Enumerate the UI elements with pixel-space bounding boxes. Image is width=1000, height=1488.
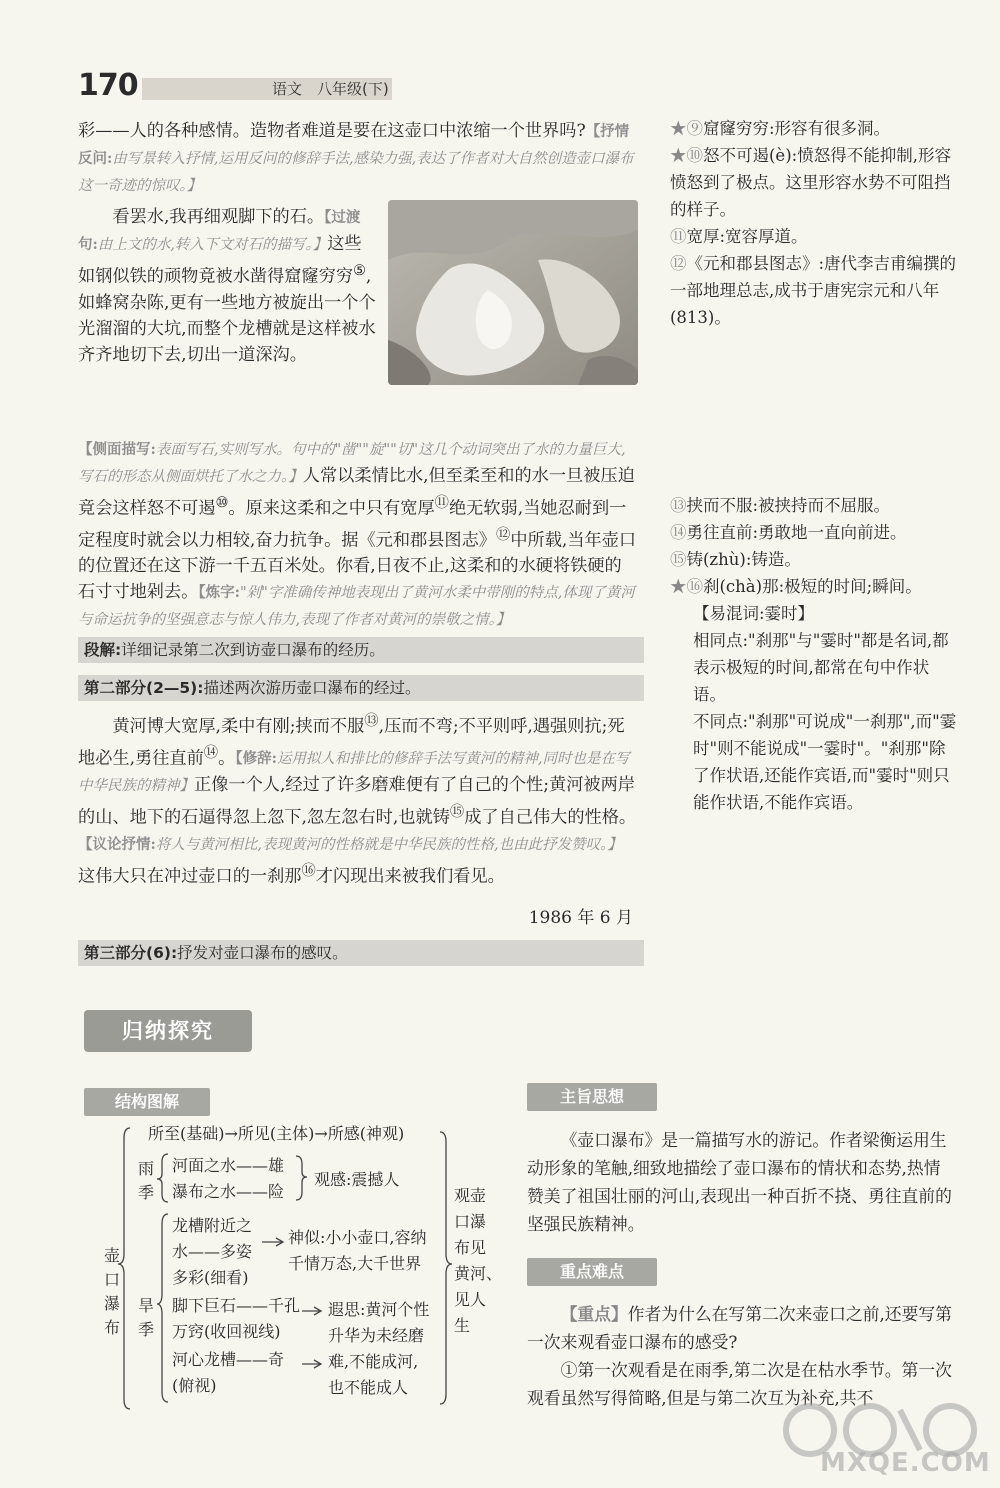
p3-note-b: 将人与黄河相比,表现黄河的性格就是中华民族的性格,也由此抒发赞叹。】 [155,837,622,854]
bar-1-text: 详细记录第二次到访壶口瀑布的经历。 [121,641,385,659]
paragraph-2-continued [78,436,638,633]
bar-3-head: 第三部分(6): [84,944,178,962]
p2-text-f: 绝无软弱,当她忍耐到一定程度时就会以力相较,奋力抗争。据《元和郡县图志》 [78,498,627,551]
annotation-text: 窟窿穷穷:形容有很多洞。 [703,119,891,138]
diagram-right-1: 观壶 [454,1186,487,1205]
diagram-rock-1: 脚下巨石——千孔 [172,1296,301,1315]
theme-text: 《壶口瀑布》是一篇描写水的游记。作者梁衡运用生动形象的笔触,细致地描绘了壶口瀑布的情状和态势,热情赞美了祖国壮丽的河山,表现出一种百折不挠、勇往直前的坚强民族精神。 [527,1130,952,1234]
diagram-rain-feel: 观感:震撼人 [314,1170,400,1189]
keypoint-label: 【重点】 [560,1304,628,1324]
p2-text-b: 这些如钢似铁的顽物竟被水凿得窟窿穷穷 [78,234,362,287]
annotation-text: 挟而不服:被挟持而不屈服。 [686,496,891,515]
diagram-rain-season: 雨季 [138,1159,155,1202]
p2-note-b: 表面写石,实则写水。句中的"凿""旋""切"这几个动词突出了水的力量巨大,写石的形态从侧面烘托了水之力。】 [78,442,626,485]
date-line: 1986 年 6 月 [528,908,633,928]
diagram-right-4: 黄河、 [454,1264,503,1283]
annotation-item [670,142,960,223]
diagram-dragon-2: 水——多姿 [172,1242,253,1261]
diagram-right-6: 生 [454,1316,471,1335]
diagram-root: 壶口瀑布 [104,1246,121,1337]
paragraph-analysis-bar [78,637,644,663]
bar-3-text: 抒发对壶口瀑布的感叹。 [177,944,348,962]
p1-note: 由写景转入抒情,运用反问的修辞手法,感染力强,表达了作者对大自然创造壶口瀑布这一奇迹的惊叹。】 [78,151,634,194]
p3-text-c: 。 [218,748,236,769]
annotation-marker: ⑪ [670,227,687,246]
diagram-dragon-3: 多彩(细看) [172,1268,249,1287]
diagram-right-2: 口瀑 [454,1212,487,1231]
p3-text-e: 成了自己伟大的性格。 [464,808,637,829]
diagram-rise-2: 难,不能成河, [328,1352,419,1371]
diagram-dry-season: 旱季 [138,1296,155,1339]
p3-note-head-a: 【修辞: [235,750,277,768]
p2-text-e: 。原来这柔和之中只有宽厚 [228,498,435,519]
p3-text-g: 才闪现出来被我们看见。 [315,866,505,887]
footnote-ref: ⑩ [215,495,229,511]
diagram-rise-1: 升华为未经磨 [328,1326,425,1345]
keypoints-block [527,1300,957,1412]
annotation-text: 铸(zhù):铸造。 [686,550,801,569]
diagram-channel-1: 河心龙槽——奇 [172,1350,285,1369]
diagram-right-5: 见人 [454,1290,487,1309]
annotation-marker: ⑭ [670,523,687,542]
diagram-rock-2: 万窍(收回视线) [172,1322,281,1341]
theme-tag: 主旨思想 [527,1083,657,1111]
footnote-ref: ⑬ [364,713,379,729]
page-number: 170 [78,68,138,103]
part-two-bar [78,675,644,701]
p3-text-f: 这伟大只在冲过壶口的一刹那 [78,866,302,887]
p3-text-a: 黄河博大宽厚,柔中有刚;挟而不服 [112,716,365,737]
keypoint-answer: ①第一次观看是在雨季,第二次是在枯水季节。第一次观看虽然写得简略,但是与第二次互为补充,共不 [527,1360,952,1408]
annotations-bottom [670,492,960,816]
annotation-item [670,223,960,250]
annotation-marker: ⑬ [670,496,687,515]
annotation-text: 宽厚:宽容厚道。 [686,227,808,246]
annotation-text: 《元和郡县图志》:唐代李吉甫编撰的一部地理总志,成书于唐宪宗元和八年(813)。 [670,254,957,327]
p2-note-head-b: 【侧面描写: [78,441,156,458]
keypoints-tag: 重点难点 [527,1258,657,1286]
diagram-spirit-1: 神似:小小壶口,容纳 [288,1228,427,1247]
annotation-text: 刹(chà)那:极短的时间;瞬间。 [703,577,922,596]
annotation-item [670,492,960,519]
p2-note-head-a: 【过渡句: [78,209,361,253]
bar-2-head: 第二部分(2—5): [84,679,204,697]
annotation-item [670,519,960,546]
bar-1-head: 段解: [84,641,122,659]
p1-text: 彩——人的各种感情。造物者难道是要在这壶口中浓缩一个世界吗? [78,121,586,141]
paragraph-1 [78,118,638,199]
p2-note-head-c: 【炼字: [198,584,240,602]
p2-text-c: ,如蜂窝杂陈,更有一些地方被旋出一个个光溜溜的大坑,而整个龙槽就是这样被水齐齐地切下去,切出一道深沟。 [78,266,376,365]
annotation-item [670,115,960,142]
theme-paragraph [527,1126,957,1238]
annotation-marker: ⑫ [670,254,687,273]
footnote-ref: ⑪ [434,495,449,511]
footnote-ref: ⑫ [495,526,511,543]
section-banner: 归纳探究 [84,1010,252,1052]
structure-tag: 结构图解 [84,1088,210,1116]
confusable-diff: 不同点:"刹那"可说成"一刹那",而"霎时"则不能说成"一霎时"。"刹那"除了作状语,还能作宾语,而"霎时"则只能作状语,不能作宾语。 [693,712,957,812]
footnote-ref: ⑯ [301,863,316,880]
footnote-ref: ⑮ [449,804,465,821]
p3-note-head-b: 【议论抒情: [78,836,156,854]
annotation-text: 怒不可遏(è):愤怒得不能抑制,形容愤怒到了极点。这里形容水势不可阻挡的样子。 [670,146,951,219]
annotation-item [670,250,960,331]
p1-note-head: 【抒情反问: [78,123,630,167]
header-subject: 语文 八年级(下) [272,80,389,98]
annotation-marker: ★⑨ [670,119,703,138]
annotation-marker: ★⑩ [670,146,703,165]
diagram-spirit-2: 千情万态,大千世界 [288,1254,422,1273]
p3-note-a: 运用拟人和排比的修辞手法写黄河的精神,同时也是在写中华民族的精神】 [78,751,630,795]
p3-text-b: ,压而不弯;不平则呼,遇强则抗;死地必生,勇往直前 [78,716,625,769]
footnote-ref: ⑭ [203,744,219,761]
annotations-top [670,115,960,331]
paragraph-2 [78,204,638,368]
confusable-word-box [670,600,960,816]
annotation-text: 勇往直前:勇敢地一直向前进。 [686,523,907,542]
structure-diagram [90,1124,503,1414]
annotation-item [670,546,960,573]
p2-text-a: 看罢水,我再细观脚下的石。 [112,207,325,227]
p2-note-a: 由上文的水,转入下文对石的描写。】 [97,237,328,253]
diagram-right-3: 布见 [454,1238,487,1257]
confusable-same: 相同点:"刹那"与"霎时"都是名词,都表示极短的时间,都常在句中作状语。 [693,631,949,704]
paragraph-3 [78,708,638,890]
diagram-river-water: 河面之水——雄 [172,1156,285,1175]
p2-text-d: 人常以柔情比水,但至柔至和的水一旦被压迫竟会这样怒不可遏 [78,466,635,519]
p2-text-g: 中所载,当年壶口的位置还在这下游一千五百米处。你看,日夜不止,这柔和的水硬将铁硬的石寸寸地剁去。 [78,530,637,603]
p2-note-c: "剁"字准确传神地表现出了黄河水柔中带刚的特点,体现了黄河与命运抗争的坚强意志与惊人伟力,表现了作者对黄河的崇敬之情。】 [78,585,635,629]
diagram-fall-water: 瀑布之水——险 [172,1182,285,1201]
confusable-title: 【易混词:霎时】 [693,604,815,623]
diagram-top-line: 所至(基础)→所见(主体)→所感(神观) [148,1124,405,1143]
bar-2-text: 描述两次游历壶口瀑布的经过。 [203,679,421,697]
diagram-dragon-1: 龙槽附近之 [172,1216,253,1235]
annotation-item [670,573,960,600]
keypoint-question: 作者为什么在写第二次来壶口之前,还要写第一次来观看壶口瀑布的感受? [527,1304,952,1352]
watermark-text: MXQE.COM [820,1448,991,1478]
p3-text-d: 正像一个人,经过了许多磨难便有了自己的个性;黄河被两岸的山、地下的石逼得忽上忽下,忽左忽右时,也就铸 [78,775,635,829]
diagram-rise-3: 也不能成人 [328,1378,409,1397]
part-three-bar [78,940,644,966]
diagram-thought: 遐思:黄河个性 [328,1300,430,1319]
annotation-marker: ⑮ [670,550,687,569]
footnote-ref: ⑤ [353,263,366,279]
diagram-channel-2: (俯视) [172,1376,217,1395]
annotation-marker: ★⑯ [670,577,703,596]
